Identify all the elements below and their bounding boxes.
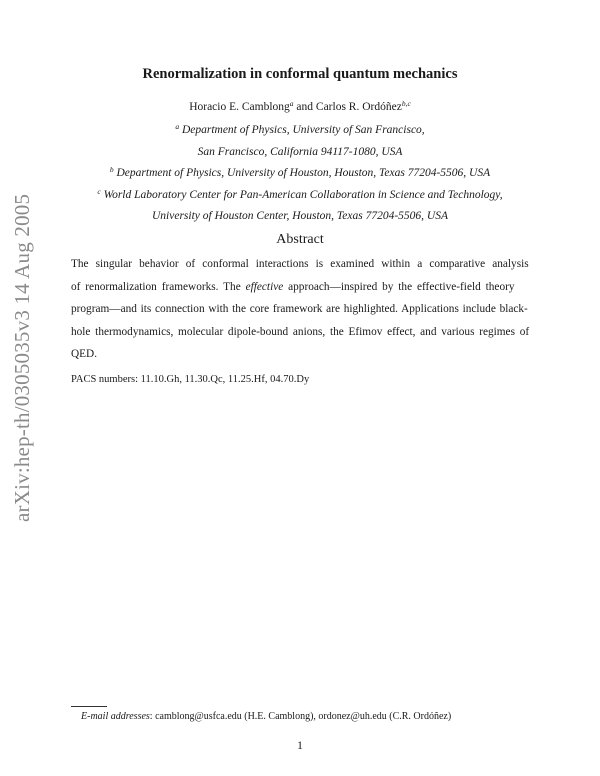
abstract-line-5: QED. — [71, 348, 98, 360]
author-camblong-mark: a — [289, 99, 294, 108]
abstract-line-2-end: approach—inspired by the effective-field theory — [283, 280, 515, 293]
footnote-text: : camblong@usfca.edu (H.E. Camblong), ordonez@uh.edu (C.R. Ordóñez) — [149, 711, 452, 722]
footnote-email — [81, 711, 451, 722]
abstract-heading: Abstract — [276, 232, 324, 247]
affiliation-c-line1 — [0, 189, 600, 201]
affiliation-b-mark: b — [109, 165, 114, 174]
affiliation-b-line — [0, 167, 600, 179]
author-camblong: Horacio E. Camblong — [189, 101, 290, 113]
abstract-line-4: hole thermodynamics, molecular dipole-bound anions, the Efimov effect, and various regimes of — [71, 325, 530, 338]
abstract-line-2 — [71, 276, 515, 299]
footnote-label: E-mail addresses — [81, 711, 150, 722]
abstract-line-2-start: of renormalization frameworks. The — [71, 280, 246, 293]
affiliation-a-line2: San Francisco, California 94117-1080, USA — [197, 146, 403, 158]
paper-title: Renormalization in conformal quantum mechanics — [142, 66, 458, 82]
affiliation-a-line1 — [0, 124, 600, 136]
author-ordonez-mark: b,c — [401, 99, 411, 108]
arxiv-side-stamp: arXiv:hep-th/0305035v3 14 Aug 2005 — [10, 193, 34, 522]
author-conjunction: and — [296, 101, 314, 113]
affiliation-c-mark: c — [97, 187, 101, 196]
abstract-emphasis-effective: effective — [245, 280, 284, 293]
author-line — [0, 101, 600, 113]
abstract-line-1: The singular behavior of conformal interactions is examined within a comparative analysis — [71, 258, 529, 270]
affiliation-c-text1: World Laboratory Center for Pan-American Collaboration in Science and Technology, — [103, 189, 503, 201]
abstract-line-3: program—and its connection with the core framework are highlighted. Applications include black- — [71, 303, 528, 315]
pacs-numbers: PACS numbers: 11.10.Gh, 11.30.Qc, 11.25.Hf, 04.70.Dy — [71, 374, 310, 385]
affiliation-b-text: Department of Physics, University of Houston, Houston, Texas 77204-5506, USA — [116, 167, 491, 179]
affiliation-a-mark: a — [175, 122, 180, 131]
page-number: 1 — [297, 738, 303, 752]
author-ordonez: Carlos R. Ordóñez — [315, 101, 402, 113]
affiliation-c-line2: University of Houston Center, Houston, Texas 77204-5506, USA — [151, 210, 448, 222]
affiliation-a-text1: Department of Physics, University of San Francisco, — [181, 124, 425, 136]
footnote-rule — [71, 706, 107, 707]
